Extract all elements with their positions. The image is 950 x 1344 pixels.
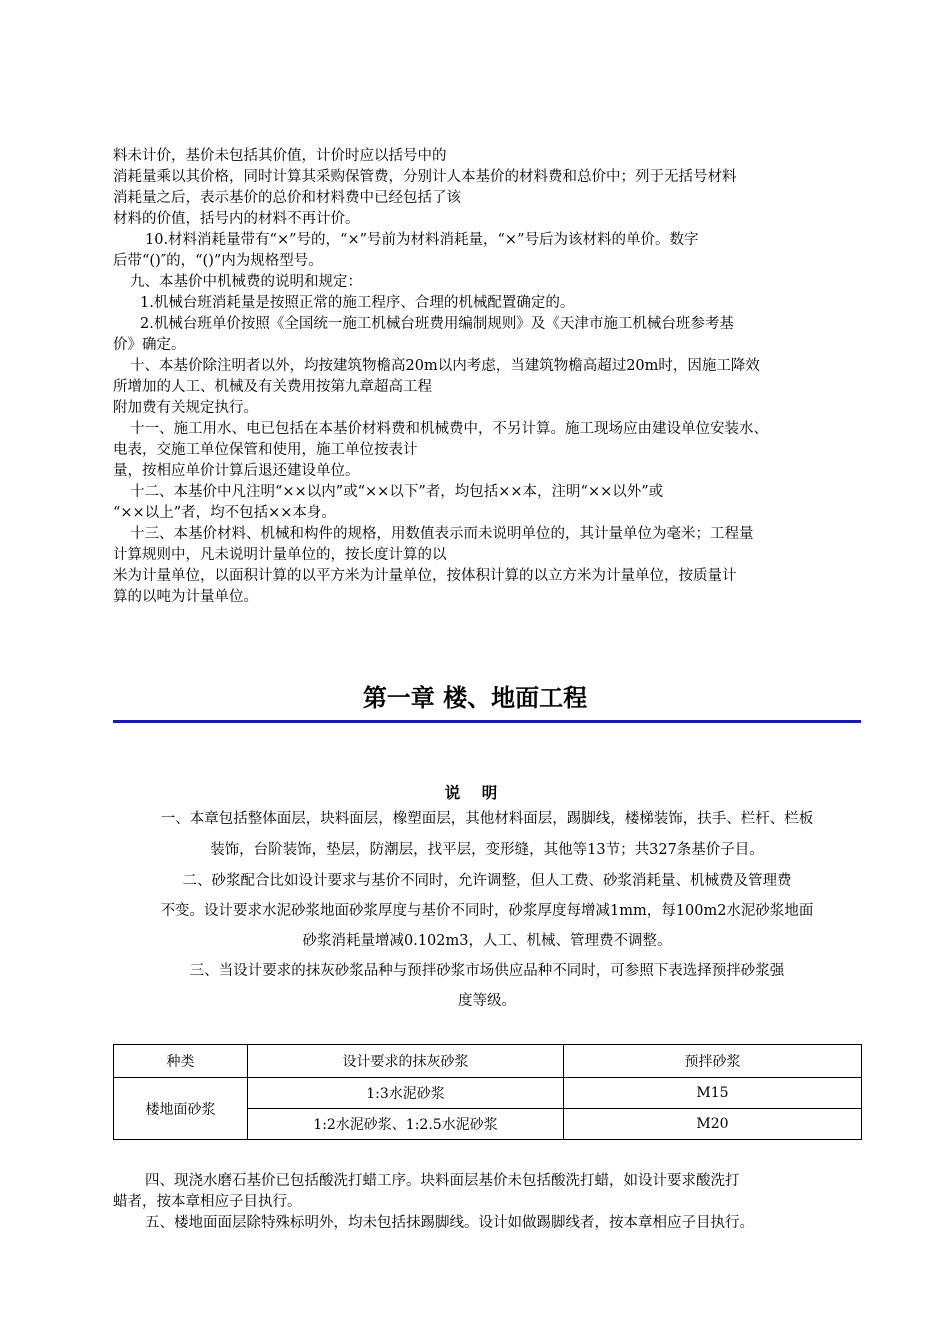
table-header: 种类 <box>114 1045 248 1078</box>
text-line: 附加费有关规定执行。 <box>113 400 258 416</box>
text-line: 后带“()″的，“()”内为规格型号。 <box>113 253 323 269</box>
text-line: 十、本基价除注明者以外，均按建筑物檐高20m以内考虑，当建筑物檐高超过20m时，因施工降效 <box>130 358 760 374</box>
text-line: 电表，交施工单位保管和使用，施工单位按表计 <box>113 442 418 458</box>
text-line: 米为计量单位，以面积计算的以平方米为计量单位，按体积计算的以立方米为计量单位，按质量计 <box>113 568 737 584</box>
text-line: 计算规则中，凡未说明计量单位的，按长度计算的以 <box>113 547 447 563</box>
paragraph-line: 三、当设计要求的抹灰砂浆品种与预拌砂浆市场供应品种不同时，可参照下表选择预拌砂浆强 <box>189 963 785 979</box>
paragraph-line: 四、现浇水磨石基价已包括酸洗打蜡工序。块料面层基价未包括酸洗打蜡，如设计要求酸洗打 <box>145 1173 740 1189</box>
table-cell: 1:3水泥砂浆 <box>248 1078 564 1109</box>
text-line: 料未计价，基价未包括其价值，计价时应以括号中的 <box>113 148 447 164</box>
text-line: 十三、本基价材料、机械和构件的规格，用数值表示而未说明单位的，其计量单位为毫米；工程量 <box>130 526 754 542</box>
paragraph-line: 五、楼地面面层除特殊标明外，均未包括抹踢脚线。设计如做踢脚线者，按本章相应子目执行。 <box>145 1215 754 1231</box>
text-line: “××以上”者，均不包括××本身。 <box>113 505 336 521</box>
chapter-title: 第一章 楼、地面工程 <box>362 684 588 712</box>
text-line: 2.机械台班单价按照《全国统一施工机械台班费用编制规则》及《天津市施工机械台班参考基 <box>140 316 734 332</box>
paragraph-line: 二、砂浆配合比如设计要求与基价不同时，允许调整，但人工费、砂浆消耗量、机械费及管理费 <box>182 873 792 889</box>
text-line: 10.材料消耗量带有“×”号的，“×”号前为材料消耗量，“×”号后为该材料的单价。数字 <box>145 232 699 248</box>
text-line: 算的以吨为计量单位。 <box>113 589 258 605</box>
text-line: 十二、本基价中凡注明“××以内”或“××以下”者，均包括××本，注明“××以外”或 <box>130 484 664 500</box>
text-line: 量，按相应单价计算后退还建设单位。 <box>113 463 360 479</box>
text-line: 价》确定。 <box>113 337 186 353</box>
table-cell-category: 楼地面砂浆 <box>114 1078 248 1140</box>
chapter-divider <box>113 720 861 723</box>
text-line: 所增加的人工、机械及有关费用按第九章超高工程 <box>113 379 432 395</box>
paragraph-line: 一、本章包括整体面层，块料面层，橡塑面层，其他材料面层，踢脚线，楼梯装饰，扶手、栏杆、栏板 <box>160 811 814 827</box>
text-line: 消耗量之后，表示基价的总价和材料费中已经包括了该 <box>113 190 461 206</box>
paragraph-line: 砂浆消耗量增减0.102m3，人工、机械、管理费不调整。 <box>302 933 672 949</box>
paragraph-line: 度等级。 <box>458 993 516 1009</box>
text-line: 九、本基价中机械费的说明和规定： <box>130 274 362 290</box>
paragraph-line: 装饰，台阶装饰，垫层，防潮层，找平层，变形缝，其他等13节；共327条基价子目。 <box>210 842 764 858</box>
table-row <box>114 1078 862 1109</box>
text-line: 消耗量乘以其价格，同时计算其采购保管费，分别计人本基价的材料费和总价中；列于无括号材料 <box>113 169 737 185</box>
table-cell: 1:2水泥砂浆、1:2.5水泥砂浆 <box>248 1109 564 1140</box>
table-cell: M20 <box>564 1109 862 1140</box>
table-header: 设计要求的抹灰砂浆 <box>248 1045 564 1078</box>
paragraph-line: 不变。设计要求水泥砂浆地面砂浆厚度与基价不同时，砂浆厚度每增减1mm，每100m2水泥砂浆地面 <box>160 903 814 919</box>
table-cell: M15 <box>564 1078 862 1109</box>
text-line: 材料的价值，括号内的材料不再计价。 <box>113 211 360 227</box>
paragraph-line: 蜡者，按本章相应子目执行。 <box>113 1194 302 1210</box>
section-heading: 说 明 <box>444 784 506 802</box>
text-line: 1.机械台班消耗量是按照正常的施工程序、合理的机械配置确定的。 <box>140 295 575 311</box>
mortar-table <box>113 1044 862 1140</box>
table-header-row <box>114 1045 862 1078</box>
table-header: 预拌砂浆 <box>564 1045 862 1078</box>
text-line: 十一、施工用水、电已包括在本基价材料费和机械费中，不另计算。施工现场应由建设单位安装水、 <box>130 421 768 437</box>
